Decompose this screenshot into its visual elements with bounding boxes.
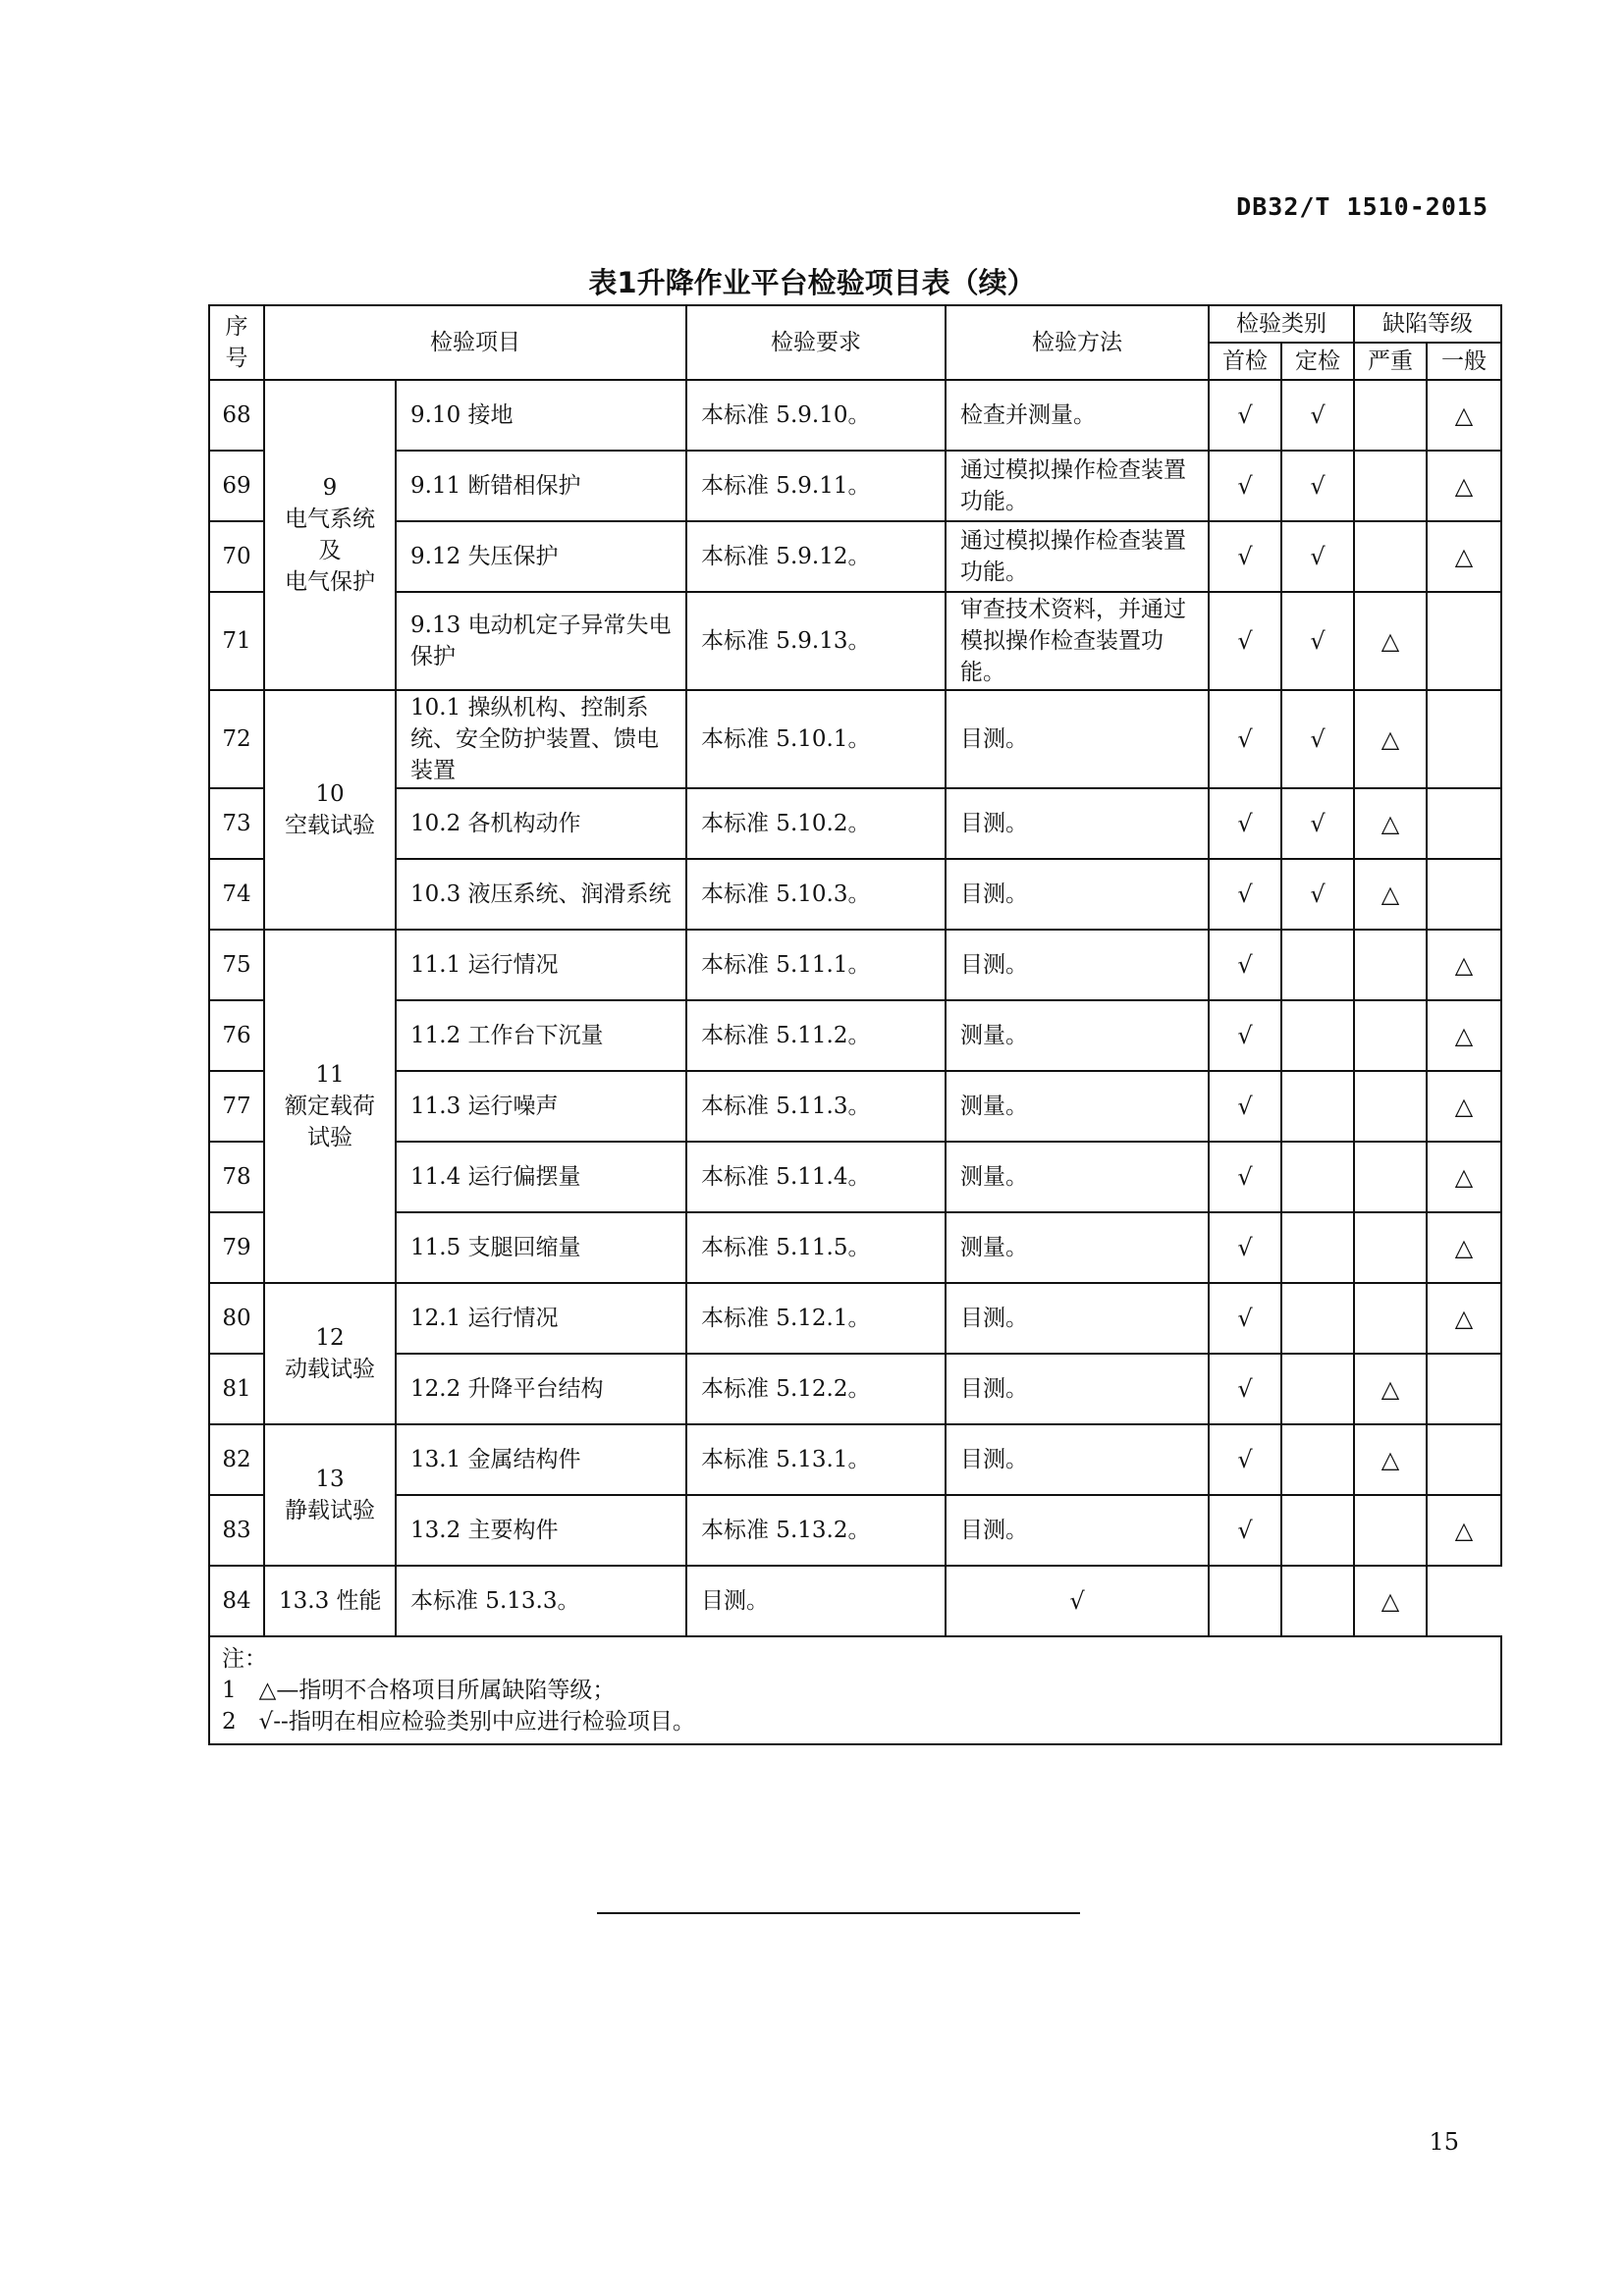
periodic-check-mark [1281,1212,1354,1283]
serious-level-mark [1354,451,1427,521]
row-requirement: 本标准 5.12.2。 [686,1354,946,1424]
periodic-check-mark [1281,930,1354,1000]
table-row [209,1354,1501,1424]
header-method: 检验方法 [946,305,1209,380]
row-seq: 74 [209,859,264,930]
table-row [209,380,1501,451]
group-name-line: 动载试验 [285,1357,375,1382]
row-item: 13.2 主要构件 [396,1495,686,1566]
periodic-check-mark: √ [1281,380,1354,451]
row-requirement: 本标准 5.11.2。 [686,1000,946,1071]
group-cell [264,690,396,930]
header-requirement: 检验要求 [686,305,946,380]
note-item: 2 √--指明在相应检验类别中应进行检验项目。 [222,1709,695,1735]
serious-level-mark [1354,1000,1427,1071]
serious-level-mark: △ [1354,690,1427,788]
row-requirement: 本标准 5.10.1。 [686,690,946,788]
row-requirement: 本标准 5.11.5。 [686,1212,946,1283]
serious-level-mark: △ [1354,592,1427,690]
row-item: 11.3 运行噪声 [396,1071,686,1142]
row-method: 目测。 [686,1566,946,1636]
general-level-mark: △ [1427,1212,1501,1283]
first-check-mark: √ [1209,592,1281,690]
group-number: 9 [322,475,338,501]
general-level-mark: △ [1427,1000,1501,1071]
periodic-check-mark [1281,1142,1354,1212]
table-row [209,930,1501,1000]
periodic-check-mark: √ [1281,451,1354,521]
group-number: 10 [315,781,345,807]
row-requirement: 本标准 5.9.12。 [686,521,946,592]
table-row [209,1566,1501,1636]
serious-level-mark: △ [1354,1354,1427,1424]
serious-level-mark [1354,1071,1427,1142]
group-name-line: 及 [318,538,342,563]
row-method: 目测。 [946,859,1209,930]
note-item: 1 △—指明不合格项目所属缺陷等级； [222,1678,616,1703]
serious-level-mark: △ [1354,1424,1427,1495]
serious-level-mark [1354,1495,1427,1566]
serious-level-mark [1354,930,1427,1000]
general-level-mark: △ [1427,1071,1501,1142]
general-level-mark [1427,859,1501,930]
first-check-mark: √ [1209,788,1281,859]
row-seq: 72 [209,690,264,788]
row-requirement: 本标准 5.10.2。 [686,788,946,859]
row-requirement: 本标准 5.9.10。 [686,380,946,451]
general-level-mark: △ [1427,380,1501,451]
page-number: 15 [1429,2128,1459,2156]
general-level-mark: △ [1354,1566,1427,1636]
row-seq: 80 [209,1283,264,1354]
end-rule [597,1912,1080,1914]
row-item: 13.3 性能 [264,1566,396,1636]
row-seq: 76 [209,1000,264,1071]
group-cell [264,380,396,690]
first-check-mark: √ [946,1566,1209,1636]
header-first-inspection: 首检 [1209,343,1281,380]
row-item: 11.2 工作台下沉量 [396,1000,686,1071]
header-periodic-inspection: 定检 [1281,343,1354,380]
header-category: 检验类别 [1209,305,1354,343]
first-check-mark: √ [1209,1142,1281,1212]
group-number: 12 [315,1325,345,1351]
serious-level-mark [1354,1212,1427,1283]
serious-level-mark [1281,1566,1354,1636]
periodic-check-mark [1281,1354,1354,1424]
serious-level-mark: △ [1354,788,1427,859]
group-name-line: 试验 [307,1125,352,1150]
first-check-mark: √ [1209,1495,1281,1566]
serious-level-mark [1354,521,1427,592]
serious-level-mark [1354,380,1427,451]
row-item: 12.2 升降平台结构 [396,1354,686,1424]
first-check-mark: √ [1209,1283,1281,1354]
row-seq: 69 [209,451,264,521]
row-item: 13.1 金属结构件 [396,1424,686,1495]
table-row [209,788,1501,859]
row-item: 10.3 液压系统、润滑系统 [396,859,686,930]
first-check-mark: √ [1209,380,1281,451]
table-row [209,451,1501,521]
row-method: 通过模拟操作检查装置功能。 [946,521,1209,592]
row-item: 9.11 断错相保护 [396,451,686,521]
table-row [209,1142,1501,1212]
row-method: 目测。 [946,930,1209,1000]
first-check-mark: √ [1209,690,1281,788]
first-check-mark: √ [1209,1354,1281,1424]
header-seq: 序号 [209,305,264,380]
row-seq: 79 [209,1212,264,1283]
row-requirement: 本标准 5.13.2。 [686,1495,946,1566]
header-item: 检验项目 [264,305,686,380]
table-row [209,859,1501,930]
periodic-check-mark [1281,1495,1354,1566]
header-general: 一般 [1427,343,1501,380]
first-check-mark: √ [1209,1212,1281,1283]
row-item: 10.2 各机构动作 [396,788,686,859]
table-row [209,690,1501,788]
row-requirement: 本标准 5.11.4。 [686,1142,946,1212]
row-item: 9.10 接地 [396,380,686,451]
periodic-check-mark: √ [1281,521,1354,592]
row-seq: 81 [209,1354,264,1424]
row-item: 11.4 运行偏摆量 [396,1142,686,1212]
row-seq: 70 [209,521,264,592]
table-body [209,380,1501,1636]
row-method: 检查并测量。 [946,380,1209,451]
periodic-check-mark: √ [1281,788,1354,859]
row-item: 12.1 运行情况 [396,1283,686,1354]
first-check-mark: √ [1209,1000,1281,1071]
group-name-line: 静载试验 [285,1498,375,1523]
general-level-mark: △ [1427,1142,1501,1212]
row-seq: 75 [209,930,264,1000]
row-seq: 73 [209,788,264,859]
group-name-line: 额定载荷 [285,1094,375,1119]
row-seq: 83 [209,1495,264,1566]
table-row [209,1000,1501,1071]
row-item: 10.1 操纵机构、控制系统、安全防护装置、馈电装置 [396,690,686,788]
row-method: 测量。 [946,1212,1209,1283]
table-row [209,521,1501,592]
document-code: DB32/T 1510-2015 [1236,192,1489,221]
periodic-check-mark: √ [1281,690,1354,788]
row-method: 测量。 [946,1000,1209,1071]
row-method: 目测。 [946,690,1209,788]
first-check-mark: √ [1209,930,1281,1000]
row-seq: 82 [209,1424,264,1495]
row-requirement: 本标准 5.11.1。 [686,930,946,1000]
row-requirement: 本标准 5.13.1。 [686,1424,946,1495]
general-level-mark: △ [1427,1495,1501,1566]
row-seq: 78 [209,1142,264,1212]
row-item: 9.13 电动机定子异常失电保护 [396,592,686,690]
first-check-mark: √ [1209,521,1281,592]
row-requirement: 本标准 5.11.3。 [686,1071,946,1142]
row-requirement: 本标准 5.13.3。 [396,1566,686,1636]
row-method: 测量。 [946,1071,1209,1142]
group-number: 13 [315,1467,345,1492]
general-level-mark: △ [1427,521,1501,592]
table-row [209,1071,1501,1142]
periodic-check-mark [1281,1000,1354,1071]
table-row [209,1495,1501,1566]
table-row [209,1283,1501,1354]
first-check-mark: √ [1209,451,1281,521]
group-cell [264,1424,396,1566]
header-defect-level: 缺陷等级 [1354,305,1501,343]
general-level-mark [1427,592,1501,690]
row-seq: 68 [209,380,264,451]
serious-level-mark [1354,1283,1427,1354]
group-cell [264,930,396,1283]
row-method: 目测。 [946,1354,1209,1424]
row-requirement: 本标准 5.9.13。 [686,592,946,690]
periodic-check-mark [1209,1566,1281,1636]
row-method: 通过模拟操作检查装置功能。 [946,451,1209,521]
row-method: 目测。 [946,1424,1209,1495]
first-check-mark: √ [1209,1424,1281,1495]
periodic-check-mark: √ [1281,859,1354,930]
row-method: 测量。 [946,1142,1209,1212]
first-check-mark: √ [1209,859,1281,930]
serious-level-mark: △ [1354,859,1427,930]
row-requirement: 本标准 5.9.11。 [686,451,946,521]
periodic-check-mark [1281,1283,1354,1354]
group-cell [264,1283,396,1424]
row-item: 11.1 运行情况 [396,930,686,1000]
table-row [209,592,1501,690]
inspection-table [208,304,1502,1745]
table-title: 表1升降作业平台检验项目表（续） [588,266,1036,299]
group-number: 11 [315,1062,345,1088]
general-level-mark: △ [1427,451,1501,521]
general-level-mark: △ [1427,930,1501,1000]
row-method: 审查技术资料，并通过模拟操作检查装置功能。 [946,592,1209,690]
row-method: 目测。 [946,1283,1209,1354]
general-level-mark [1427,788,1501,859]
group-name-line: 电气保护 [285,569,375,595]
serious-level-mark [1354,1142,1427,1212]
row-requirement: 本标准 5.12.1。 [686,1283,946,1354]
row-seq: 71 [209,592,264,690]
general-level-mark [1427,690,1501,788]
row-method: 目测。 [946,1495,1209,1566]
row-item: 9.12 失压保护 [396,521,686,592]
periodic-check-mark [1281,1424,1354,1495]
table-row [209,1424,1501,1495]
first-check-mark: √ [1209,1071,1281,1142]
group-name-line: 空载试验 [285,813,375,838]
group-name-line: 电气系统 [285,507,375,532]
row-seq: 77 [209,1071,264,1142]
table-row [209,1212,1501,1283]
table-notes [209,1636,1501,1744]
row-item: 11.5 支腿回缩量 [396,1212,686,1283]
notes-label: 注： [222,1646,267,1672]
general-level-mark: △ [1427,1283,1501,1354]
general-level-mark [1427,1354,1501,1424]
periodic-check-mark [1281,1071,1354,1142]
header-serious: 严重 [1354,343,1427,380]
row-method: 目测。 [946,788,1209,859]
row-requirement: 本标准 5.10.3。 [686,859,946,930]
periodic-check-mark: √ [1281,592,1354,690]
general-level-mark [1427,1424,1501,1495]
row-seq: 84 [209,1566,264,1636]
